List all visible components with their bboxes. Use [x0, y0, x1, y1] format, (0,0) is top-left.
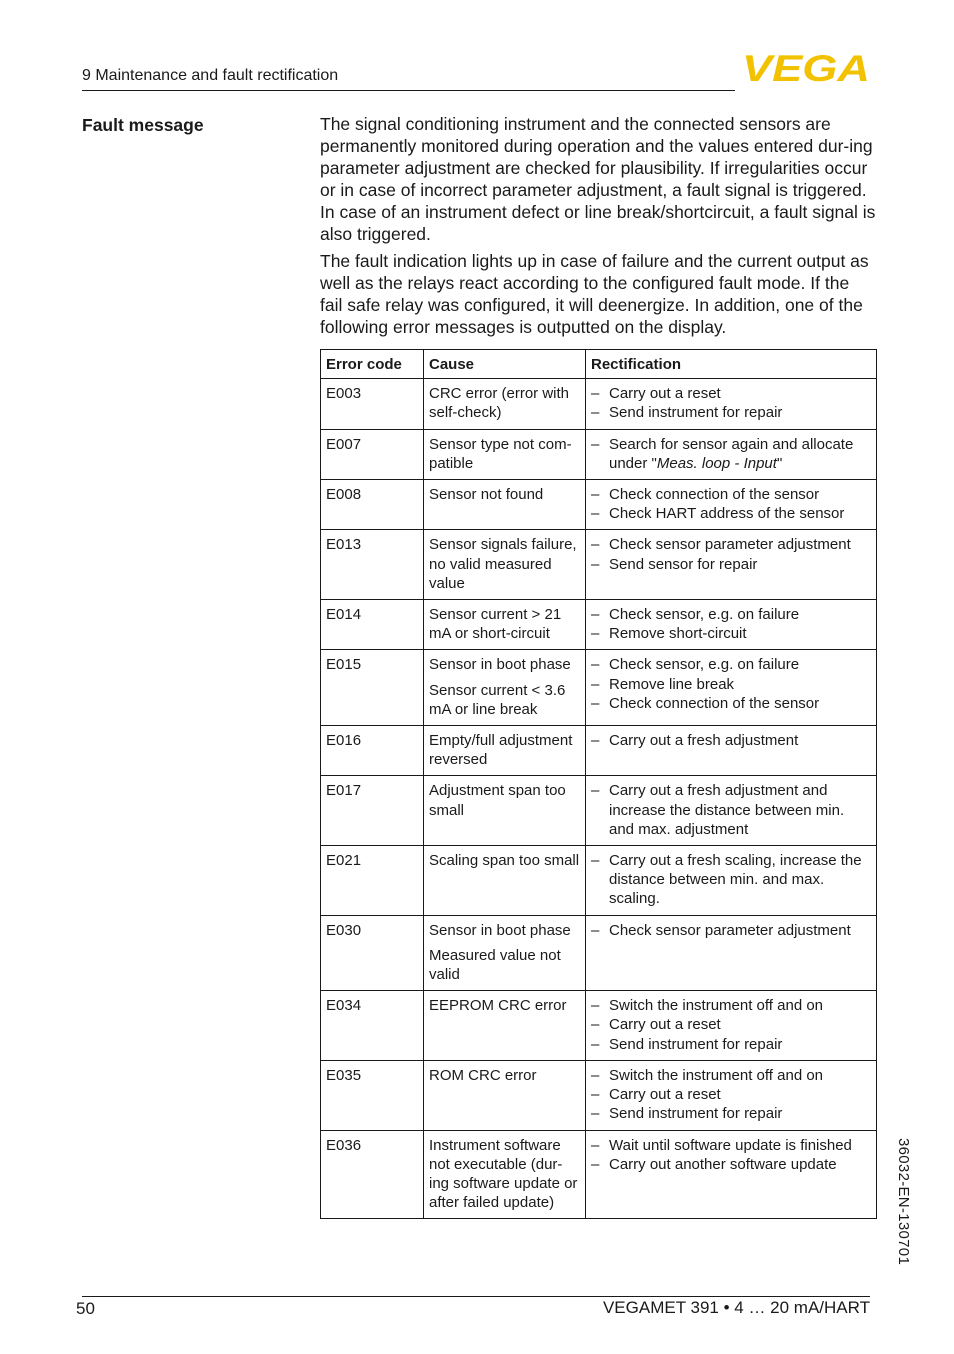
column-header-rectification: Rectification [586, 350, 877, 379]
cause-cell [424, 480, 586, 530]
dash-bullet: – [591, 505, 600, 523]
dash-bullet: – [591, 732, 600, 750]
rectification-text: Switch the instrument off and on [609, 997, 824, 1015]
rectification-text: Check sensor, e.g. on failure [609, 656, 800, 674]
rectification-list [591, 1066, 871, 1124]
list-item [591, 694, 871, 713]
list-item [591, 1155, 871, 1174]
error-code-cell: E013 [321, 530, 424, 600]
section-label: Fault message [82, 115, 204, 135]
dash-bullet: – [591, 1155, 600, 1173]
table-row [321, 650, 877, 726]
table-row [321, 915, 877, 991]
cause-cell [424, 650, 586, 726]
dash-bullet: – [591, 997, 600, 1015]
running-header: 9 Maintenance and fault rectification [82, 67, 339, 84]
rectification-text: Check connection of the sensor [609, 486, 820, 504]
rectification-text: Carry out a reset [609, 1016, 721, 1034]
rectification-text: Check sensor parameter adjustment [609, 921, 851, 939]
cause-cell [424, 429, 586, 479]
rectification-text: Search for sensor again and allocate under " [609, 435, 854, 472]
dash-bullet: – [591, 782, 600, 800]
dash-bullet: – [591, 435, 600, 453]
menu-path-text: Meas. loop - Input [656, 454, 777, 472]
cause-text: Sensor current < 3.6 mA or line break [429, 681, 566, 718]
list-item [591, 384, 871, 403]
rectification-text: Send sensor for repair [609, 555, 758, 573]
table-row [321, 429, 877, 479]
intro-text [320, 114, 876, 345]
list-item [591, 555, 871, 574]
table-row [321, 776, 877, 846]
rectification-list [591, 921, 871, 940]
header-divider [82, 90, 735, 91]
dash-bullet: – [591, 606, 600, 624]
cause-text: ROM CRC error [429, 1066, 537, 1084]
rectification-text: Remove short-circuit [609, 625, 747, 643]
vega-logo-mark [742, 52, 872, 83]
intro-paragraph: The signal conditioning instrument and the connected sensors are permanently monitored during operation and the values entered dur-ing parameter adjustment are checked for plausibility. If irregularities occur or in case of incorrect parameter adjustment, a fault signal is triggered. In case of an instrument defect or line break/shortcircuit, a fault signal is also triggered. [320, 114, 876, 244]
rectification-text: Check connection of the sensor [609, 694, 820, 712]
dash-bullet: – [591, 486, 600, 504]
list-item [591, 921, 871, 940]
error-code-cell: E036 [321, 1130, 424, 1219]
rectification-list [591, 731, 871, 750]
cause-text: Sensor signals failure, no valid measured value [429, 536, 577, 592]
error-code-cell: E021 [321, 846, 424, 916]
list-item [591, 1066, 871, 1085]
rectification-list [591, 851, 871, 909]
list-item [591, 1035, 871, 1054]
dash-bullet: – [591, 536, 600, 554]
error-code-cell: E014 [321, 600, 424, 650]
dash-bullet: – [591, 675, 600, 693]
rectification-text: Carry out a fresh adjustment and increase the distance between min. and max. adjustment [609, 782, 845, 838]
cause-cell [424, 846, 586, 916]
list-item [591, 655, 871, 674]
rectification-text: Check HART address of the sensor [609, 505, 845, 523]
cause-cell [424, 530, 586, 600]
table-header-row [321, 350, 877, 379]
error-code-cell: E035 [321, 1060, 424, 1130]
dash-bullet: – [591, 1016, 600, 1034]
list-item [591, 1015, 871, 1034]
error-code-cell: E015 [321, 650, 424, 726]
list-item [591, 403, 871, 422]
rectification-text: Carry out another software update [609, 1155, 837, 1173]
rectification-text: Check sensor, e.g. on failure [609, 606, 800, 624]
dash-bullet: – [591, 1086, 600, 1104]
cause-text: Empty/full adjustment reversed [429, 732, 573, 769]
table-row [321, 726, 877, 776]
column-header-cause: Cause [424, 350, 586, 379]
rectification-cell [586, 846, 877, 916]
error-code-cell: E034 [321, 991, 424, 1061]
rectification-text: Carry out a reset [609, 385, 721, 403]
product-name: VEGAMET 391 • 4 … 20 mA/HART [602, 1298, 870, 1317]
document-id: 36032-EN-130701 [895, 1138, 912, 1266]
table-row [321, 991, 877, 1061]
list-item [591, 1136, 871, 1155]
cause-text: Sensor not found [429, 486, 544, 504]
table-row [321, 1130, 877, 1219]
rectification-text: Switch the instrument off and on [609, 1066, 824, 1084]
rectification-list [591, 1136, 871, 1174]
dash-bullet: – [591, 1105, 600, 1123]
dash-bullet: – [591, 1066, 600, 1084]
error-code-cell: E017 [321, 776, 424, 846]
cause-text: CRC error (error with self-check) [429, 385, 570, 422]
rectification-text: Send instrument for repair [609, 1105, 783, 1123]
column-header-error-code: Error code [321, 350, 424, 379]
list-item [591, 996, 871, 1015]
list-item [591, 731, 871, 750]
dash-bullet: – [591, 1035, 600, 1053]
intro-paragraph: The fault indication lights up in case of failure and the current output as well as the relays react according to the configured fault mode. If the fail safe relay was configured, it will deenergize. In addition, one of the following error messages is outputted on the display. [320, 251, 869, 338]
list-item [591, 851, 871, 909]
dash-bullet: – [591, 1136, 600, 1154]
footer-divider [82, 1296, 870, 1297]
rectification-text: Send instrument for repair [609, 404, 783, 422]
table-row [321, 480, 877, 530]
cause-cell [424, 1130, 586, 1219]
error-code-cell: E016 [321, 726, 424, 776]
list-item [591, 435, 871, 473]
table-row [321, 379, 877, 429]
cause-cell [424, 915, 586, 991]
rectification-text: " [776, 454, 783, 472]
list-item [591, 504, 871, 523]
cause-text: Sensor type not com-patible [429, 435, 572, 472]
cause-cell [424, 726, 586, 776]
rectification-cell [586, 600, 877, 650]
dash-bullet: – [591, 656, 600, 674]
error-code-cell: E008 [321, 480, 424, 530]
list-item [591, 485, 871, 504]
rectification-text: Carry out a reset [609, 1086, 721, 1104]
rectification-cell [586, 650, 877, 726]
cause-text: Sensor in boot phase [429, 921, 571, 939]
rectification-cell [586, 991, 877, 1061]
rectification-cell [586, 530, 877, 600]
list-item [591, 675, 871, 694]
rectification-list [591, 485, 871, 523]
rectification-list [591, 996, 871, 1054]
cause-text: Scaling span too small [429, 852, 580, 870]
cause-text: Measured value not valid [429, 946, 561, 984]
dash-bullet: – [591, 625, 600, 643]
list-item [591, 1104, 871, 1123]
rectification-text: Remove line break [609, 675, 735, 693]
rectification-cell [586, 480, 877, 530]
rectification-cell [586, 726, 877, 776]
dash-bullet: – [591, 852, 600, 870]
list-item [591, 605, 871, 624]
rectification-list [591, 384, 871, 422]
error-code-cell: E003 [321, 379, 424, 429]
cause-cell [424, 379, 586, 429]
rectification-text: Carry out a fresh scaling, increase the distance between min. and max. scaling. [609, 852, 862, 908]
table-row [321, 1060, 877, 1130]
table-row [321, 846, 877, 916]
rectification-cell [586, 1130, 877, 1219]
rectification-list [591, 535, 871, 573]
table-body [321, 379, 877, 1219]
cause-text: Adjustment span too small [429, 782, 566, 819]
rectification-cell [586, 915, 877, 991]
rectification-text: Wait until software update is finished [609, 1136, 852, 1154]
cause-cell [424, 1060, 586, 1130]
list-item [591, 1085, 871, 1104]
rectification-cell [586, 1060, 877, 1130]
cause-cell [424, 991, 586, 1061]
error-code-cell: E007 [321, 429, 424, 479]
svg-text:VEGA: VEGA [742, 52, 870, 83]
error-code-cell: E030 [321, 915, 424, 991]
cause-text: Sensor current > 21 mA or short-circuit [429, 606, 562, 643]
cause-text: EEPROM CRC error [429, 997, 567, 1015]
rectification-list [591, 435, 871, 473]
cause-text: Instrument software not executable (dur-ing software update or after failed update) [429, 1136, 578, 1212]
dash-bullet: – [591, 385, 600, 403]
cause-cell [424, 776, 586, 846]
page-number: 50 [76, 1299, 95, 1318]
list-item [591, 781, 871, 839]
rectification-cell [586, 379, 877, 429]
rectification-cell [586, 429, 877, 479]
rectification-text: Check sensor parameter adjustment [609, 536, 851, 554]
rectification-list [591, 781, 871, 839]
rectification-cell [586, 776, 877, 846]
table-row [321, 600, 877, 650]
list-item [591, 535, 871, 554]
list-item [591, 624, 871, 643]
cause-text: Sensor in boot phase [429, 656, 571, 674]
rectification-text: Carry out a fresh adjustment [609, 732, 799, 750]
vega-logo [742, 52, 872, 83]
dash-bullet: – [591, 404, 600, 422]
rectification-text: Send instrument for repair [609, 1035, 783, 1053]
table-row [321, 530, 877, 600]
cause-cell [424, 600, 586, 650]
dash-bullet: – [591, 921, 600, 939]
error-code-table [320, 349, 877, 1219]
dash-bullet: – [591, 694, 600, 712]
rectification-list [591, 655, 871, 713]
rectification-list [591, 605, 871, 643]
dash-bullet: – [591, 555, 600, 573]
